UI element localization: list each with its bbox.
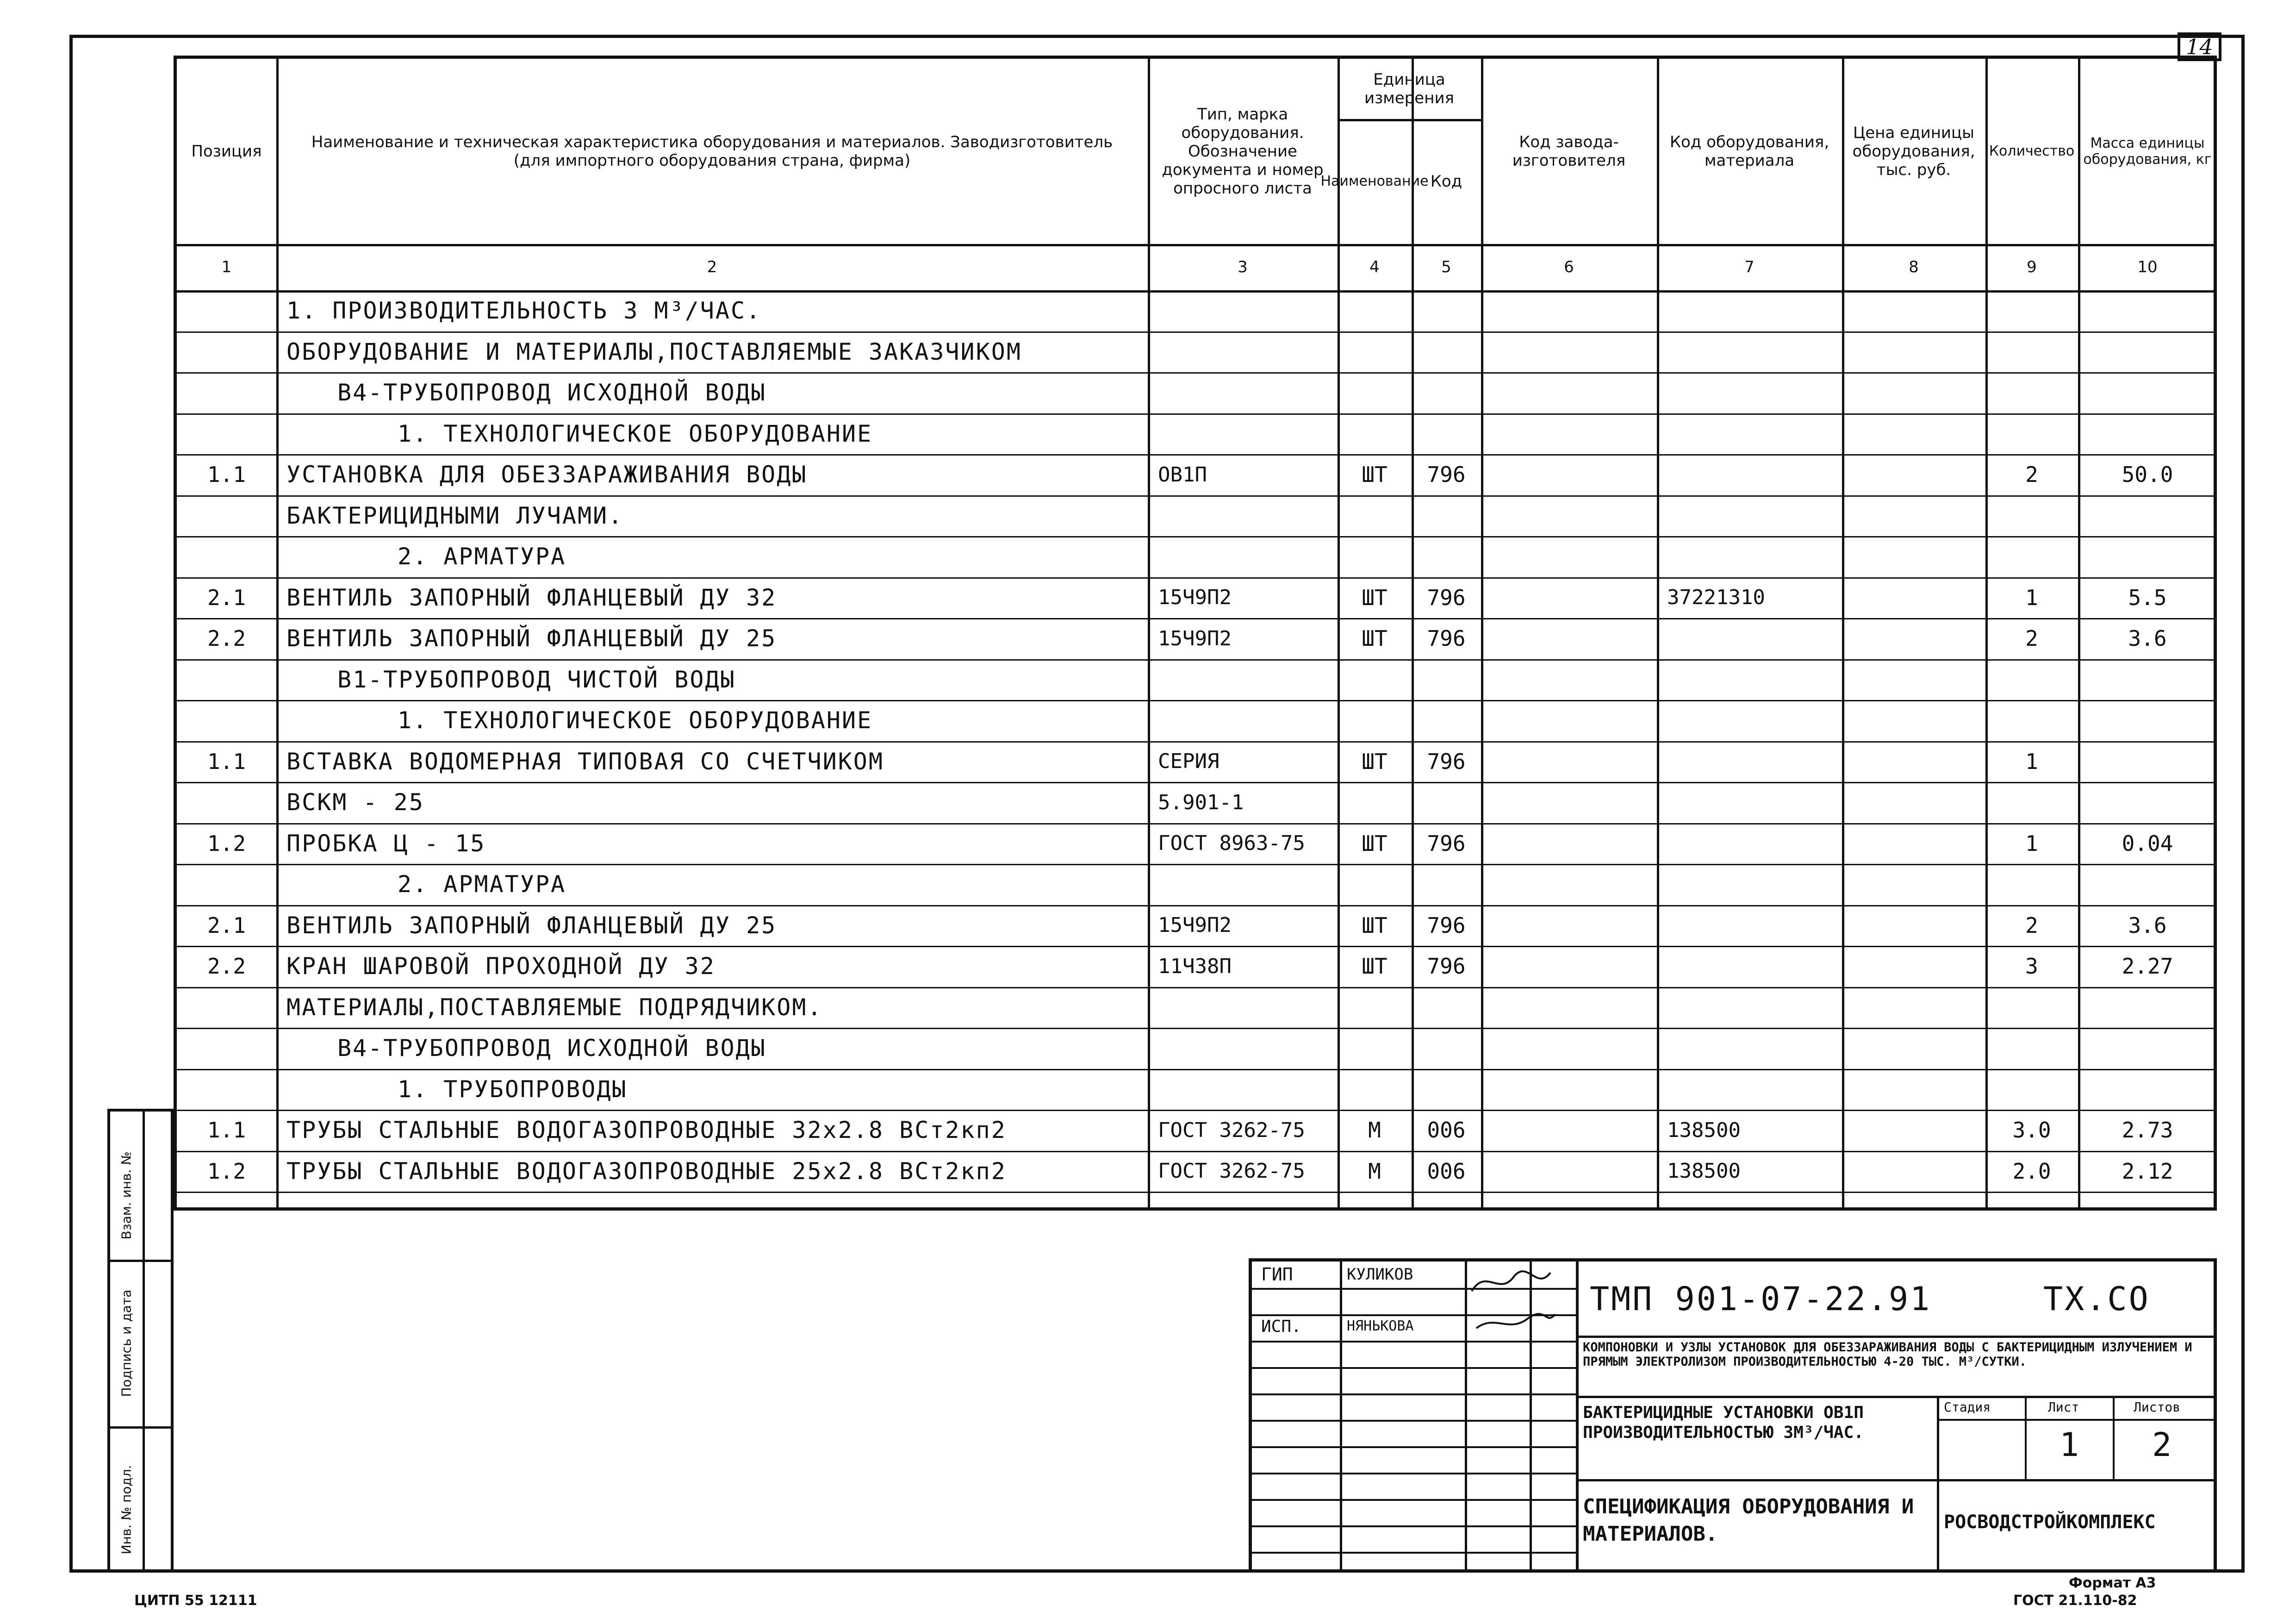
cell-mass: [2078, 331, 2217, 373]
column-number: 7: [1744, 258, 1755, 276]
column-number: 8: [1909, 258, 1919, 276]
cell-mass: [2078, 864, 2217, 905]
cell-unit-code: [1412, 1069, 1481, 1110]
cell-price: [1842, 577, 1985, 618]
title-block: [1249, 1258, 2217, 1573]
cell-type: [1148, 659, 1348, 700]
cell-unit-code: 006: [1427, 1118, 1466, 1143]
cell-material-code: [1657, 741, 1852, 782]
header-unit-group: Единица измерения: [1364, 70, 1455, 107]
cell-position: 1.1: [207, 749, 246, 774]
cell-mass: 0.04: [2122, 831, 2173, 856]
header-name: Наименование и техническая характеристика оборудования и материалов. Заводизготовитель (для импортного оборудования страна, фирма): [311, 132, 1113, 170]
cell-name: ВЕНТИЛЬ ЗАПОРНЫЙ ФЛАНЦЕВЫЙ ДУ 32: [286, 584, 777, 611]
table-body: [177, 290, 2214, 1207]
table-row: [177, 823, 2214, 864]
cell-position: 1.2: [207, 831, 246, 856]
table-row: [177, 331, 2214, 373]
cell-unit: [1338, 413, 1412, 455]
cell-unit: ШТ: [1362, 585, 1388, 610]
cell-name: КРАН ШАРОВОЙ ПРОХОДНОЙ ДУ 32: [286, 953, 716, 980]
cell-type: [1148, 700, 1348, 741]
cell-price: [1842, 864, 1985, 905]
cell-name: 2. АРМАТУРА: [398, 543, 566, 570]
cell-unit-code: 796: [1427, 831, 1466, 856]
cell-price: [1842, 372, 1985, 413]
table-row: [177, 1069, 2214, 1110]
cell-price: [1842, 1151, 1985, 1192]
cell-position: 2.2: [207, 626, 246, 651]
cell-price: [1842, 1110, 1985, 1151]
table-row: [177, 782, 2214, 823]
cell-unit: [1338, 290, 1412, 331]
cell-type: 11Ч38П: [1158, 954, 1232, 978]
side-stamp: [107, 1109, 174, 1573]
cell-price: [1842, 987, 1985, 1028]
table-row: [177, 372, 2214, 413]
cell-price: [1842, 700, 1985, 741]
cell-qty: 1: [2025, 585, 2038, 610]
cell-mass: [2078, 495, 2217, 537]
row-divider: [177, 1192, 2214, 1193]
cell-name: 1. ТЕХНОЛОГИЧЕСКОЕ ОБОРУДОВАНИЕ: [398, 707, 873, 734]
cell-factory-code: [1481, 1069, 1657, 1110]
cell-name: 1. ТРУБОПРОВОДЫ: [398, 1075, 628, 1103]
cell-factory-code: [1481, 618, 1657, 659]
cell-price: [1842, 290, 1985, 331]
specification-table: [174, 56, 2217, 1211]
cell-mass: [2078, 1028, 2217, 1069]
table-row: [177, 987, 2214, 1028]
table-row: [177, 659, 2214, 700]
cell-type: [1148, 1069, 1348, 1110]
cell-name: ОБОРУДОВАНИЕ И МАТЕРИАЛЫ,ПОСТАВЛЯЕМЫЕ ЗАКАЗЧИКОМ: [286, 338, 1022, 365]
side-label-inventory: Инв. № подл.: [118, 1465, 134, 1555]
cell-name: ПРОБКА Ц - 15: [286, 830, 486, 857]
cell-position: [177, 864, 276, 905]
doc-code: ТМП 901-07-22.91: [1590, 1280, 1932, 1318]
header-type: Тип, марка оборудования. Обозначение документа и номер опросного листа: [1162, 105, 1324, 198]
cell-unit-code: 796: [1427, 462, 1466, 487]
column-number: 2: [707, 258, 717, 276]
format-label: Формат А3: [2069, 1575, 2156, 1591]
cell-price: [1842, 905, 1985, 946]
cell-unit: ШТ: [1362, 831, 1388, 856]
cell-qty: [1985, 290, 2078, 331]
cell-qty: [1985, 1028, 2078, 1069]
cell-factory-code: [1481, 413, 1657, 455]
signature-scribble: [1467, 1263, 1560, 1337]
cell-mass: [2078, 741, 2217, 782]
cell-position: [177, 1028, 276, 1069]
header-unit-name: Наименование: [1320, 173, 1429, 190]
cell-name: В4-ТРУБОПРОВОД ИСХОДНОЙ ВОДЫ: [337, 1035, 766, 1062]
footer-left: ЦИТП 55 12111: [134, 1593, 257, 1609]
project-title: КОМПОНОВКИ И УЗЛЫ УСТАНОВОК ДЛЯ ОБЕЗЗАРАЖИВАНИЯ ВОДЫ С БАКТЕРИЦИДНЫМ ИЗЛУЧЕНИЕМ И ПРЯМЫМ ЭЛЕКТРОЛИЗОМ ПРОИЗВОДИТЕЛЬНОСТЬЮ 4-20 ТЫС. М³/СУТКИ.: [1583, 1340, 2192, 1369]
cell-position: 2.2: [207, 954, 246, 979]
cell-unit-code: 796: [1427, 954, 1466, 979]
cell-mass: 2.12: [2122, 1158, 2173, 1184]
sheet-label: Лист: [2048, 1399, 2079, 1415]
cell-material-code: [1657, 1069, 1852, 1110]
cell-factory-code: [1481, 905, 1657, 946]
cell-material-code: [1657, 454, 1852, 495]
table-row: [177, 1028, 2214, 1069]
table-row: [177, 495, 2214, 537]
cell-type: 15Ч9П2: [1158, 913, 1232, 937]
cell-material-code: [1657, 864, 1852, 905]
cell-unit: М: [1368, 1118, 1381, 1143]
header-unit-code: Код: [1430, 172, 1462, 191]
cell-qty: [1985, 782, 2078, 823]
cell-position: [177, 987, 276, 1028]
cell-unit-code: 796: [1427, 912, 1466, 938]
cell-type: [1148, 372, 1348, 413]
cell-qty: [1985, 331, 2078, 373]
header-mass: Масса единицы оборудования, кг: [2083, 135, 2212, 168]
cell-name: ТРУБЫ СТАЛЬНЫЕ ВОДОГАЗОПРОВОДНЫЕ 32х2.8 ВСт2кп2: [286, 1117, 1007, 1144]
cell-mass: 3.6: [2128, 626, 2167, 651]
cell-material-code: [1657, 618, 1852, 659]
cell-mass: [2078, 659, 2217, 700]
cell-price: [1842, 1069, 1985, 1110]
cell-price: [1842, 536, 1985, 577]
cell-position: 1.1: [207, 1118, 246, 1143]
cell-price: [1842, 413, 1985, 455]
cell-qty: 1: [2025, 749, 2038, 774]
table-row: [177, 1110, 2214, 1151]
cell-type: ГОСТ 3262-75: [1158, 1159, 1305, 1183]
column-number: 10: [2137, 258, 2158, 276]
cell-factory-code: [1481, 577, 1657, 618]
cell-unit: [1338, 1028, 1412, 1069]
cell-material-code: [1657, 987, 1852, 1028]
cell-mass: [2078, 413, 2217, 455]
sheet-number: 1: [2060, 1426, 2079, 1464]
cell-mass: [2078, 290, 2217, 331]
cell-material-code: [1657, 905, 1852, 946]
cell-factory-code: [1481, 331, 1657, 373]
cell-factory-code: [1481, 741, 1657, 782]
cell-type: [1148, 495, 1348, 537]
cell-position: [177, 1069, 276, 1110]
column-number: 5: [1441, 258, 1451, 276]
cell-qty: [1985, 536, 2078, 577]
cell-position: [177, 659, 276, 700]
cell-name: В1-ТРУБОПРОВОД ЧИСТОЙ ВОДЫ: [337, 666, 736, 693]
side-label-signature: Подпись и дата: [118, 1289, 134, 1397]
cell-mass: 2.73: [2122, 1118, 2173, 1143]
cell-mass: [2078, 1069, 2217, 1110]
cell-material-code: [1657, 700, 1852, 741]
cell-unit-code: [1412, 1028, 1481, 1069]
cell-mass: 3.6: [2128, 912, 2167, 938]
role-gip: ГИП: [1261, 1264, 1293, 1285]
table-row: [177, 864, 2214, 905]
cell-type: 5.901-1: [1158, 790, 1244, 814]
table-row: [177, 700, 2214, 741]
cell-factory-code: [1481, 454, 1657, 495]
cell-qty: 3: [2025, 954, 2038, 979]
cell-name: УСТАНОВКА ДЛЯ ОБЕЗЗАРАЖИВАНИЯ ВОДЫ: [286, 461, 808, 488]
role-isp: ИСП.: [1261, 1317, 1301, 1336]
stage-label: Стадия: [1944, 1399, 1991, 1415]
cell-type: ГОСТ 3262-75: [1158, 1118, 1305, 1142]
cell-position: [177, 495, 276, 537]
cell-price: [1842, 741, 1985, 782]
cell-type: [1148, 536, 1348, 577]
cell-price: [1842, 1028, 1985, 1069]
item-title: БАКТЕРИЦИДНЫЕ УСТАНОВКИ ОВ1П ПРОИЗВОДИТЕЛЬНОСТЬЮ 3М³/ЧАС.: [1583, 1403, 1864, 1443]
cell-position: 2.1: [207, 585, 246, 610]
cell-material-code: 138500: [1667, 1159, 1741, 1183]
header-qty: Количество: [1989, 143, 2075, 160]
cell-type: [1148, 290, 1348, 331]
cell-qty: [1985, 413, 2078, 455]
cell-factory-code: [1481, 700, 1657, 741]
cell-material-code: [1657, 782, 1852, 823]
table-row: [177, 454, 2214, 495]
cell-material-code: [1657, 946, 1852, 987]
cell-qty: [1985, 1069, 2078, 1110]
cell-qty: 2: [2025, 912, 2038, 938]
cell-factory-code: [1481, 290, 1657, 331]
cell-position: [177, 536, 276, 577]
header-factory-code: Код завода-изготовителя: [1512, 132, 1626, 170]
cell-type: ГОСТ 8963-75: [1158, 831, 1305, 856]
sheets-count: 2: [2152, 1426, 2172, 1464]
footer-right: ГОСТ 21.110-82: [2013, 1593, 2137, 1609]
table-row: [177, 413, 2214, 455]
cell-mass: [2078, 782, 2217, 823]
cell-factory-code: [1481, 372, 1657, 413]
cell-material-code: [1657, 413, 1852, 455]
cell-unit-code: [1412, 331, 1481, 373]
table-row: [177, 946, 2214, 987]
cell-factory-code: [1481, 659, 1657, 700]
cell-price: [1842, 823, 1985, 864]
cell-position: 1.1: [207, 462, 246, 487]
cell-unit: [1338, 700, 1412, 741]
table-row: [177, 1151, 2214, 1192]
cell-material-code: 37221310: [1667, 586, 1765, 610]
cell-position: [177, 413, 276, 455]
cell-type: [1148, 331, 1348, 373]
cell-price: [1842, 618, 1985, 659]
cell-unit-code: [1412, 290, 1481, 331]
cell-price: [1842, 782, 1985, 823]
cell-material-code: [1657, 536, 1852, 577]
cell-factory-code: [1481, 1028, 1657, 1069]
cell-mass: [2078, 700, 2217, 741]
cell-unit: [1338, 536, 1412, 577]
cell-price: [1842, 659, 1985, 700]
cell-factory-code: [1481, 823, 1657, 864]
signature-grid: [1252, 1262, 1576, 1569]
cell-factory-code: [1481, 536, 1657, 577]
cell-unit: М: [1368, 1158, 1381, 1184]
cell-material-code: [1657, 659, 1852, 700]
cell-type: [1148, 864, 1348, 905]
sheets-label: Листов: [2134, 1399, 2181, 1415]
cell-name: ВСКМ - 25: [286, 789, 424, 816]
cell-mass: 2.27: [2122, 954, 2173, 979]
cell-type: 15Ч9П2: [1158, 626, 1232, 650]
cell-name: ВЕНТИЛЬ ЗАПОРНЫЙ ФЛАНЦЕВЫЙ ДУ 25: [286, 625, 777, 652]
column-number: 3: [1238, 258, 1248, 276]
cell-position: 1.2: [207, 1158, 246, 1184]
cell-name: 1. ПРОИЗВОДИТЕЛЬНОСТЬ 3 М³/ЧАС.: [286, 297, 762, 325]
cell-unit-code: [1412, 413, 1481, 455]
cell-factory-code: [1481, 987, 1657, 1028]
cell-position: [177, 290, 276, 331]
cell-position: [177, 331, 276, 373]
cell-price: [1842, 495, 1985, 537]
header-position: Позиция: [191, 142, 262, 161]
cell-price: [1842, 331, 1985, 373]
cell-qty: 3.0: [2012, 1118, 2051, 1143]
header-material-code: Код оборудования, материала: [1669, 132, 1829, 170]
cell-name: БАКТЕРИЦИДНЫМИ ЛУЧАМИ.: [286, 502, 624, 529]
table-row: [177, 536, 2214, 577]
cell-factory-code: [1481, 864, 1657, 905]
column-number: 4: [1369, 258, 1380, 276]
cell-name: В4-ТРУБОПРОВОД ИСХОДНОЙ ВОДЫ: [337, 379, 766, 406]
cell-factory-code: [1481, 495, 1657, 537]
column-number: 1: [221, 258, 232, 276]
cell-material-code: 138500: [1667, 1118, 1741, 1142]
cell-price: [1842, 946, 1985, 987]
cell-qty: [1985, 987, 2078, 1028]
cell-unit: [1338, 782, 1412, 823]
cell-position: [177, 700, 276, 741]
cell-qty: [1985, 700, 2078, 741]
cell-unit-code: 796: [1427, 626, 1466, 651]
cell-unit: [1338, 659, 1412, 700]
cell-name: ВСТАВКА ВОДОМЕРНАЯ ТИПОВАЯ СО СЧЕТЧИКОМ: [286, 748, 884, 775]
cell-mass: 5.5: [2128, 585, 2167, 610]
cell-name: 1. ТЕХНОЛОГИЧЕСКОЕ ОБОРУДОВАНИЕ: [398, 420, 873, 447]
cell-name: МАТЕРИАЛЫ,ПОСТАВЛЯЕМЫЕ ПОДРЯДЧИКОМ.: [286, 993, 823, 1021]
cell-mass: [2078, 372, 2217, 413]
cell-unit-code: [1412, 659, 1481, 700]
cell-type: [1148, 413, 1348, 455]
cell-factory-code: [1481, 782, 1657, 823]
cell-qty: [1985, 659, 2078, 700]
column-number: 9: [2027, 258, 2037, 276]
cell-qty: 2.0: [2012, 1158, 2051, 1184]
cell-unit: [1338, 331, 1412, 373]
cell-qty: [1985, 372, 2078, 413]
table-row: [177, 290, 2214, 331]
cell-material-code: [1657, 331, 1852, 373]
header-price: Цена единицы оборудования, тыс. руб.: [1852, 123, 1975, 180]
cell-unit: [1338, 495, 1412, 537]
cell-material-code: [1657, 290, 1852, 331]
cell-type: СЕРИЯ: [1158, 750, 1220, 774]
cell-name: ТРУБЫ СТАЛЬНЫЕ ВОДОГАЗОПРОВОДНЫЕ 25х2.8 ВСт2кп2: [286, 1157, 1007, 1185]
cell-qty: [1985, 864, 2078, 905]
cell-unit-code: 006: [1427, 1158, 1466, 1184]
cell-mass: 50.0: [2122, 462, 2173, 487]
cell-unit-code: [1412, 700, 1481, 741]
cell-unit: [1338, 372, 1412, 413]
table-row: [177, 741, 2214, 782]
cell-position: [177, 782, 276, 823]
cell-unit: [1338, 987, 1412, 1028]
cell-factory-code: [1481, 946, 1657, 987]
cell-price: [1842, 454, 1985, 495]
cell-position: 2.1: [207, 912, 246, 938]
cell-qty: 1: [2025, 831, 2038, 856]
cell-unit-code: [1412, 536, 1481, 577]
table-row: [177, 905, 2214, 946]
cell-material-code: [1657, 495, 1852, 537]
cell-qty: 2: [2025, 462, 2038, 487]
cell-unit: [1338, 1069, 1412, 1110]
cell-unit: ШТ: [1362, 749, 1388, 774]
cell-material-code: [1657, 823, 1852, 864]
cell-name: ВЕНТИЛЬ ЗАПОРНЫЙ ФЛАНЦЕВЫЙ ДУ 25: [286, 912, 777, 939]
page-number: 14: [2178, 32, 2221, 61]
cell-unit-code: [1412, 987, 1481, 1028]
cell-material-code: [1657, 372, 1852, 413]
cell-type: ОВ1П: [1158, 462, 1207, 487]
side-label-vzam: Взам. инв. №: [118, 1151, 134, 1240]
cell-qty: [1985, 495, 2078, 537]
cell-type: [1148, 987, 1348, 1028]
cell-unit-code: [1412, 372, 1481, 413]
cell-unit: ШТ: [1362, 954, 1388, 979]
cell-mass: [2078, 536, 2217, 577]
table-row: [177, 577, 2214, 618]
name-isp: НЯНЬКОВА: [1347, 1318, 1414, 1334]
cell-unit-code: [1412, 864, 1481, 905]
cell-factory-code: [1481, 1110, 1657, 1151]
cell-unit: [1338, 864, 1412, 905]
cell-unit: ШТ: [1362, 912, 1388, 938]
name-gip: КУЛИКОВ: [1347, 1265, 1413, 1284]
cell-unit-code: 796: [1427, 585, 1466, 610]
cell-unit: ШТ: [1362, 462, 1388, 487]
cell-type: [1148, 1028, 1348, 1069]
organization: РОСВОДСТРОЙКОМПЛЕКС: [1944, 1512, 2156, 1533]
cell-unit-code: 796: [1427, 749, 1466, 774]
cell-qty: 2: [2025, 626, 2038, 651]
cell-name: 2. АРМАТУРА: [398, 871, 566, 898]
cell-mass: [2078, 987, 2217, 1028]
cell-unit-code: [1412, 782, 1481, 823]
column-number: 6: [1564, 258, 1574, 276]
cell-material-code: [1657, 1028, 1852, 1069]
cell-position: [177, 372, 276, 413]
cell-factory-code: [1481, 1151, 1657, 1192]
cell-type: 15Ч9П2: [1158, 586, 1232, 610]
doc-mark: ТХ.СО: [2043, 1280, 2150, 1318]
table-row: [177, 618, 2214, 659]
cell-unit: ШТ: [1362, 626, 1388, 651]
cell-unit-code: [1412, 495, 1481, 537]
document-title: СПЕЦИФИКАЦИЯ ОБОРУДОВАНИЯ И МАТЕРИАЛОВ.: [1583, 1495, 1914, 1546]
